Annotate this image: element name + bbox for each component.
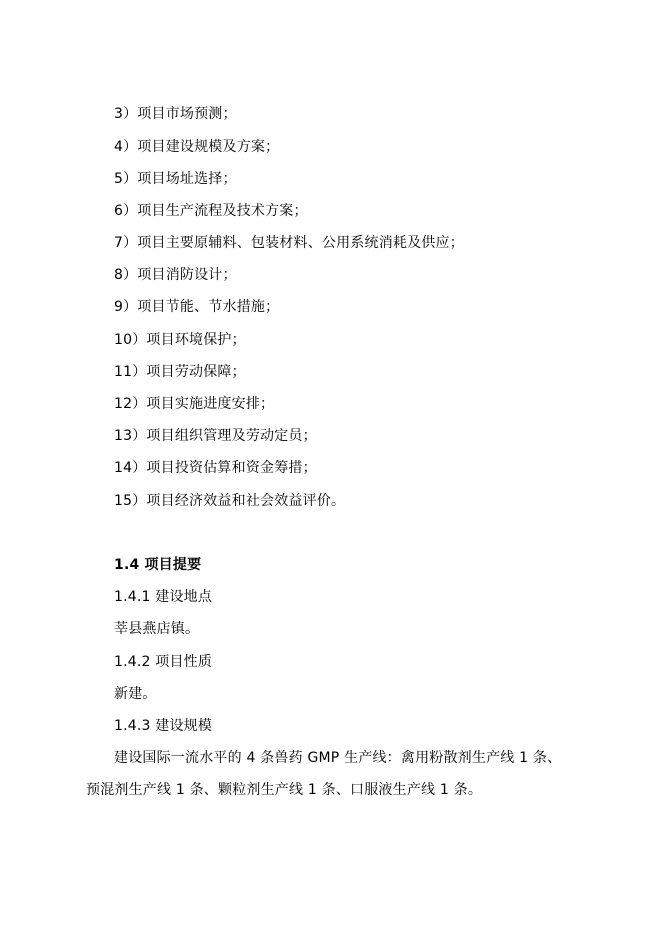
list-item: 12）项目实施进度安排； xyxy=(114,396,275,412)
list-item: 7）项目主要原辅料、包装材料、公用系统消耗及供应； xyxy=(114,235,464,251)
list-item: 3）项目市场预测； xyxy=(114,106,237,122)
paragraph-continuation: 预混剂生产线 1 条、颗粒剂生产线 1 条、口服液生产线 1 条。 xyxy=(86,782,483,798)
list-item: 9）项目节能、节水措施； xyxy=(114,299,280,315)
subsection-title: 1.4.1 建设地点 xyxy=(114,589,213,605)
subsection-title: 1.4.2 项目性质 xyxy=(114,654,213,670)
list-item: 13）项目组织管理及劳动定员； xyxy=(114,428,317,444)
list-item: 15）项目经济效益和社会效益评价。 xyxy=(114,493,346,509)
list-item: 8）项目消防设计； xyxy=(114,267,237,283)
paragraph: 建设国际一流水平的 4 条兽药 GMP 生产线：禽用粉散剂生产线 1 条、 xyxy=(114,750,562,766)
section-heading: 1.4 项目提要 xyxy=(114,557,202,573)
list-item: 5）项目场址选择； xyxy=(114,171,237,187)
paragraph: 莘县燕店镇。 xyxy=(114,621,200,637)
list-item: 11）项目劳动保障； xyxy=(114,364,246,380)
list-item: 14）项目投资估算和资金筹措； xyxy=(114,460,317,476)
subsection-title: 1.4.3 建设规模 xyxy=(114,718,213,734)
list-item: 10）项目环境保护； xyxy=(114,332,246,348)
list-item: 4）项目建设规模及方案； xyxy=(114,139,280,155)
paragraph: 新建。 xyxy=(114,686,157,702)
list-item: 6）项目生产流程及技术方案； xyxy=(114,203,308,219)
